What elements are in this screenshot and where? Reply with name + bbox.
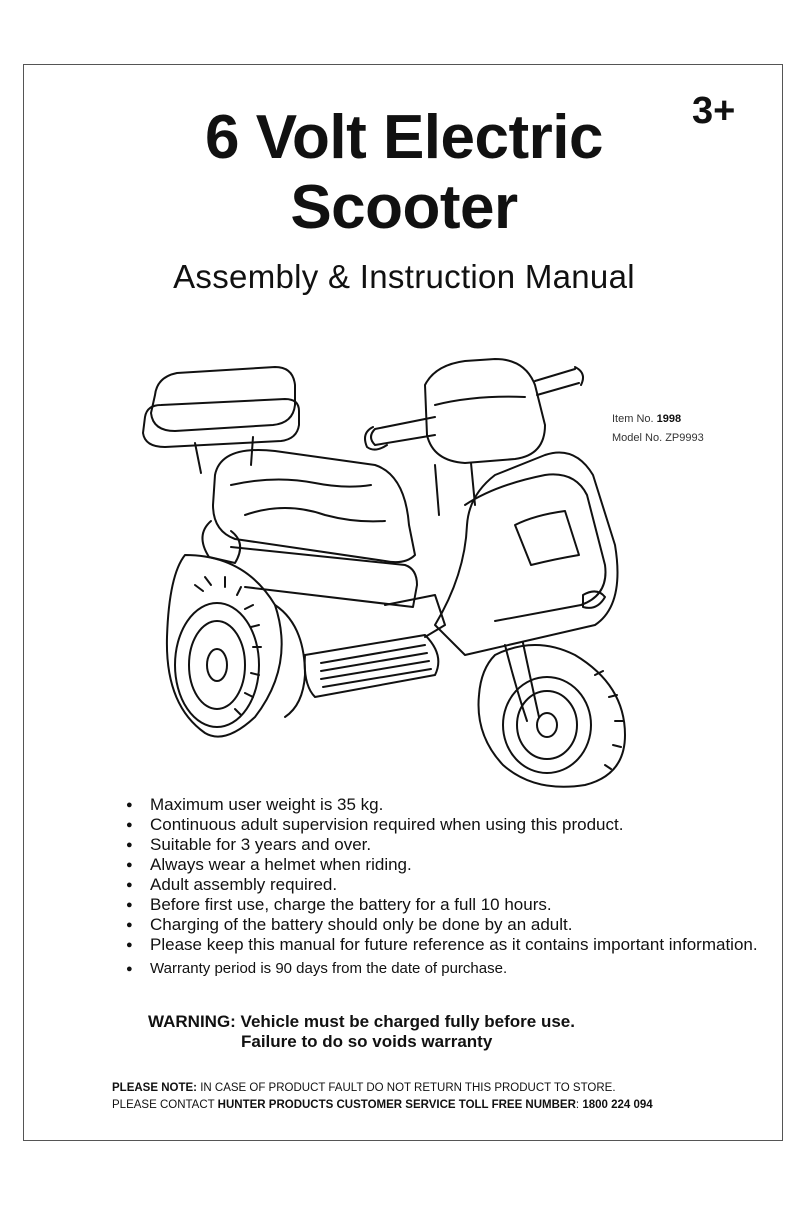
list-item: ● Before first use, charge the battery for a full 10 hours.: [126, 895, 758, 915]
item-info: [612, 410, 704, 448]
item-number: Item No. 1998: [612, 413, 682, 425]
page-title: [0, 103, 808, 243]
list-item: ● Adult assembly required.: [126, 875, 758, 895]
list-item: ● Charging of the battery should only be done by an adult.: [126, 915, 758, 935]
warning-line-1: WARNING: Vehicle must be charged fully before use.: [148, 1012, 575, 1031]
list-item: ● Suitable for 3 years and over.: [126, 835, 758, 855]
contact-note: [112, 1080, 653, 1114]
scooter-illustration: [135, 325, 645, 790]
note-line-1: PLEASE NOTE: IN CASE OF PRODUCT FAULT DO NOT RETURN THIS PRODUCT TO STORE.: [112, 1082, 616, 1094]
model-number: Model No. ZP9993: [612, 432, 704, 444]
title-line-1: 6 Volt Electric: [205, 103, 603, 172]
warning-line-2: Failure to do so voids warranty: [241, 1032, 493, 1051]
subtitle: Assembly & Instruction Manual: [173, 258, 635, 295]
safety-list: [126, 795, 758, 979]
list-item: ● Continuous adult supervision required when using this product.: [126, 815, 758, 835]
note-line-2: PLEASE CONTACT HUNTER PRODUCTS CUSTOMER SERVICE TOLL FREE NUMBER: 1800 224 094: [112, 1099, 653, 1111]
list-item: ● Warranty period is 90 days from the date of purchase.: [126, 959, 758, 979]
list-item: ● Maximum user weight is 35 kg.: [126, 795, 758, 815]
list-item: ● Please keep this manual for future reference as it contains important information.: [126, 935, 758, 955]
title-line-2: Scooter: [290, 173, 518, 242]
age-badge: 3+: [692, 90, 736, 132]
list-item: ● Always wear a helmet when riding.: [126, 855, 758, 875]
